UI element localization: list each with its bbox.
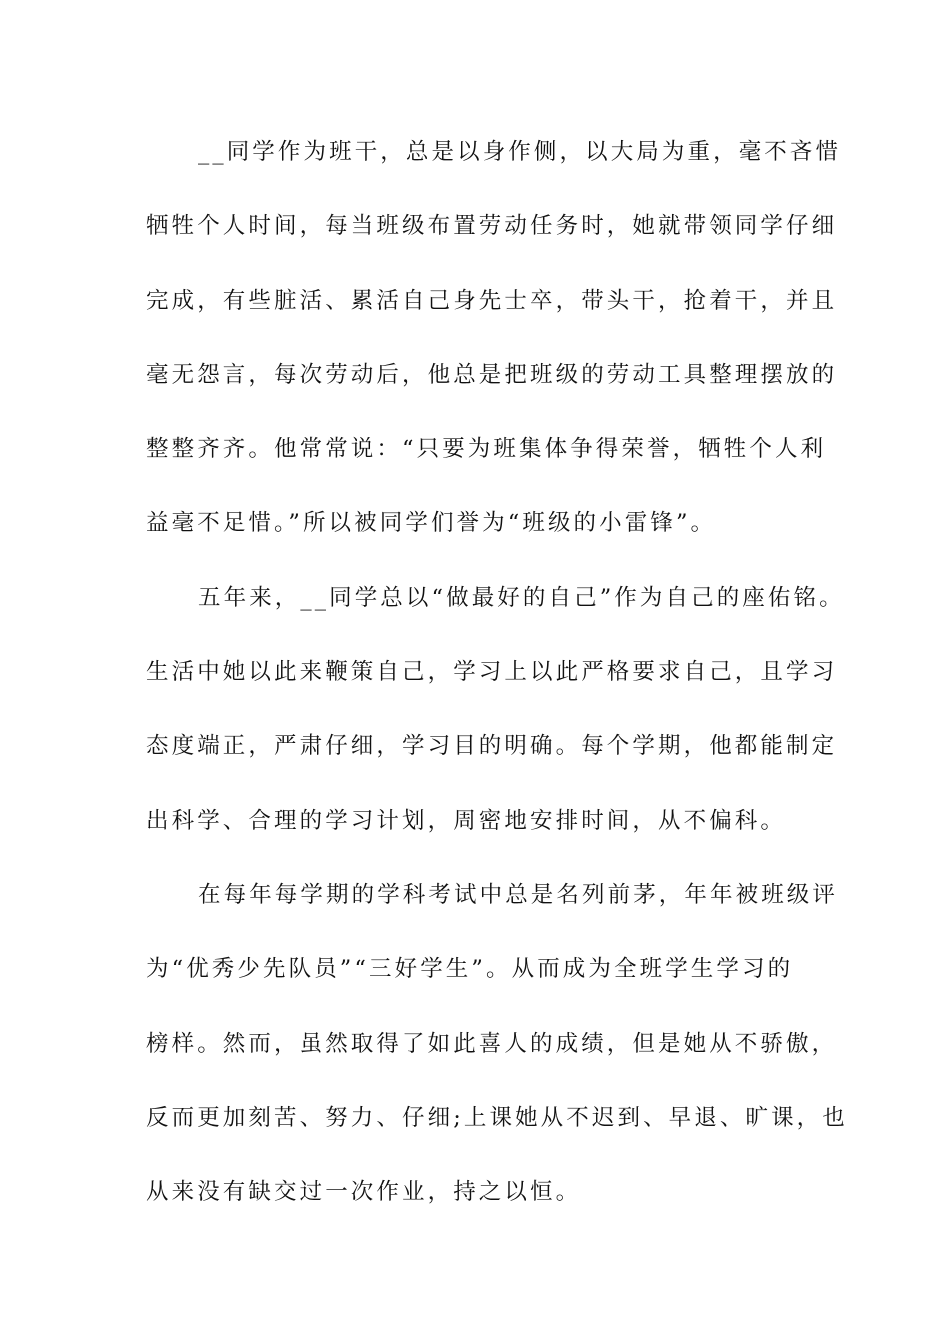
paragraph-line: 益毫不足惜。”所以被同学们誉为“班级的小雷锋”。	[146, 510, 717, 537]
paragraph-line: 从来没有缺交过一次作业，持之以恒。	[146, 1179, 582, 1206]
paragraph-line: 出科学、合理的学习计划，周密地安排时间，从不偏科。	[146, 807, 787, 834]
paragraph-line: 为“优秀少先队员”“三好学生”。从而成为全班学生学习的	[146, 956, 794, 983]
paragraph-2	[146, 573, 845, 870]
paragraph-line: 态度端正，严肃仔细，学习目的明确。每个学期，他都能制定	[146, 733, 838, 760]
paragraph-line: 整整齐齐。他常常说：“只要为班集体争得荣誉，牺牲个人利	[146, 436, 827, 463]
paragraph-line: 牺牲个人时间，每当班级布置劳动任务时，她就带领同学仔细	[146, 213, 838, 240]
paragraph-1	[146, 127, 842, 573]
paragraph-line: 完成，有些脏活、累活自己身先士卒，带头干，抢着干，并且	[146, 287, 838, 314]
paragraph-line: 榜样。然而，虽然取得了如此喜人的成绩，但是她从不骄傲，	[146, 1030, 838, 1057]
paragraph-3	[146, 870, 848, 1241]
document-body	[146, 127, 848, 1241]
paragraph-line: 反而更加刻苦、努力、仔细;上课她从不迟到、早退、旷课，也	[146, 1104, 848, 1131]
paragraph-line: 生活中她以此来鞭策自己，学习上以此严格要求自己，且学习	[146, 659, 838, 686]
paragraph-line: 毫无怨言，每次劳动后，他总是把班级的劳动工具整理摆放的	[146, 361, 838, 388]
paragraph-line: __同学作为班干，总是以身作侧，以大局为重，毫不吝惜	[198, 139, 842, 165]
paragraph-line: 在每年每学期的学科考试中总是名列前茅，年年被班级评	[198, 881, 839, 908]
paragraph-line: 五年来，__同学总以“做最好的自己”作为自己的座佑铭。	[198, 584, 845, 611]
